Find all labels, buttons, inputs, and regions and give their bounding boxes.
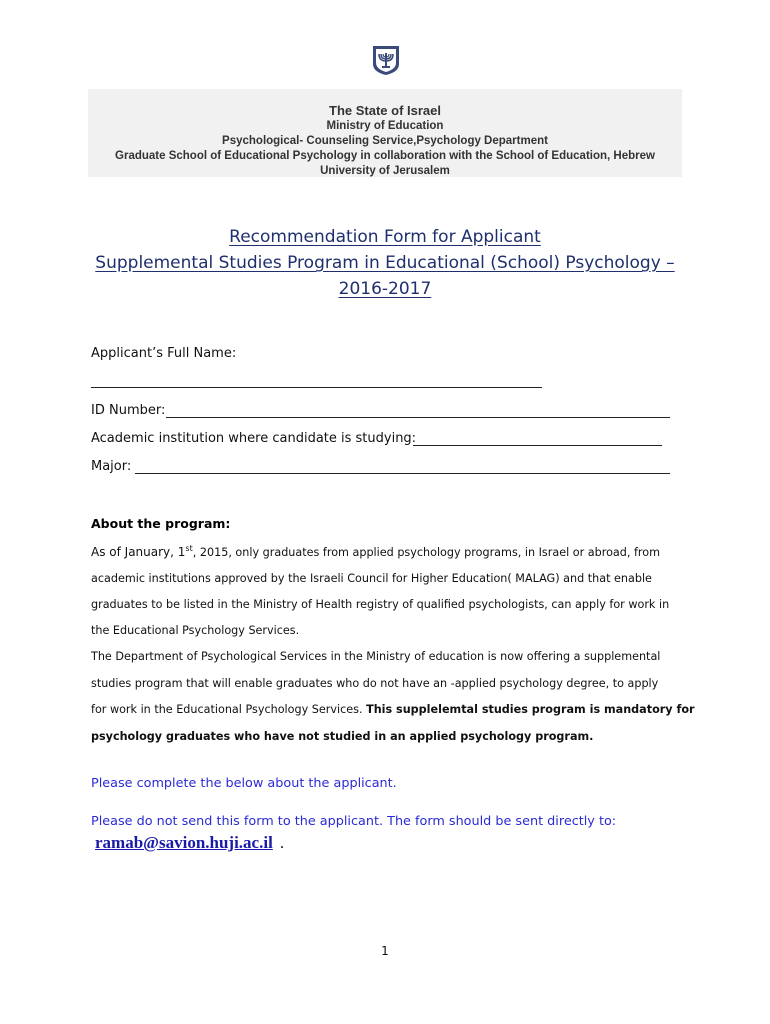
p7-bold: This supplelemtal studies program is mandatory for (366, 703, 695, 716)
israel-emblem-icon (371, 44, 401, 76)
complete-instruction: Please complete the below about the applicant. (91, 776, 397, 791)
send-instruction: Please do not send this form to the applicant. The form should be sent directly to: (91, 814, 617, 829)
full-name-field[interactable] (91, 387, 542, 388)
form-title-line-3: 2016-2017 (338, 279, 432, 299)
program-paragraph-line-1 (91, 544, 691, 559)
letterhead (88, 89, 682, 177)
state-title: The State of Israel (329, 103, 441, 118)
program-paragraph-line-2: academic institutions approved by the Israeli Council for Higher Education( MALAG) and that enable (91, 572, 652, 585)
page-number: 1 (381, 944, 389, 958)
school-line-2: University of Jerusalem (320, 165, 450, 177)
program-paragraph-line-8: psychology graduates who have not studied in an applied psychology program. (91, 730, 594, 743)
program-paragraph-line-3: graduates to be listed in the Ministry of Health registry of qualified psychologists, can apply for work in (91, 598, 670, 611)
p7-normal: for work in the Educational Psychology Services. (91, 703, 367, 716)
program-paragraph-line-5: The Department of Psychological Services in the Ministry of education is now offering a supplemental (91, 650, 661, 663)
p1-sup: st (185, 544, 193, 553)
service-name: Psychological- Counseling Service,Psychology Department (222, 135, 548, 147)
id-number-field[interactable] (166, 417, 670, 418)
about-program-heading: About the program: (91, 516, 231, 531)
email-suffix: . (280, 835, 284, 852)
institution-label: Academic institution where candidate is studying: (91, 431, 417, 446)
school-line-1: Graduate School of Educational Psychology in collaboration with the School of Education, Hebrew (115, 150, 655, 162)
major-label: Major: (91, 459, 132, 474)
ministry-name: Ministry of Education (326, 120, 444, 132)
id-number-label: ID Number: (91, 403, 166, 418)
form-title-line-2: Supplemental Studies Program in Educational (School) Psychology – (95, 253, 675, 273)
program-paragraph-line-4: the Educational Psychology Services. (91, 624, 300, 637)
form-title-line-1: Recommendation Form for Applicant (229, 227, 541, 247)
p1-post: , 2015, only graduates from applied psychology programs, in Israel or abroad, from (192, 546, 661, 559)
program-paragraph-line-6: studies program that will enable graduates who do not have an -applied psychology degree, to apply (91, 677, 659, 690)
major-field[interactable] (135, 473, 670, 474)
full-name-label: Applicant’s Full Name: (91, 346, 237, 361)
institution-field[interactable] (413, 445, 662, 446)
email-link[interactable]: ramab@savion.huji.ac.il (95, 833, 273, 852)
program-paragraph-line-7 (91, 703, 695, 716)
p1-pre: As of January, 1 (91, 545, 186, 559)
